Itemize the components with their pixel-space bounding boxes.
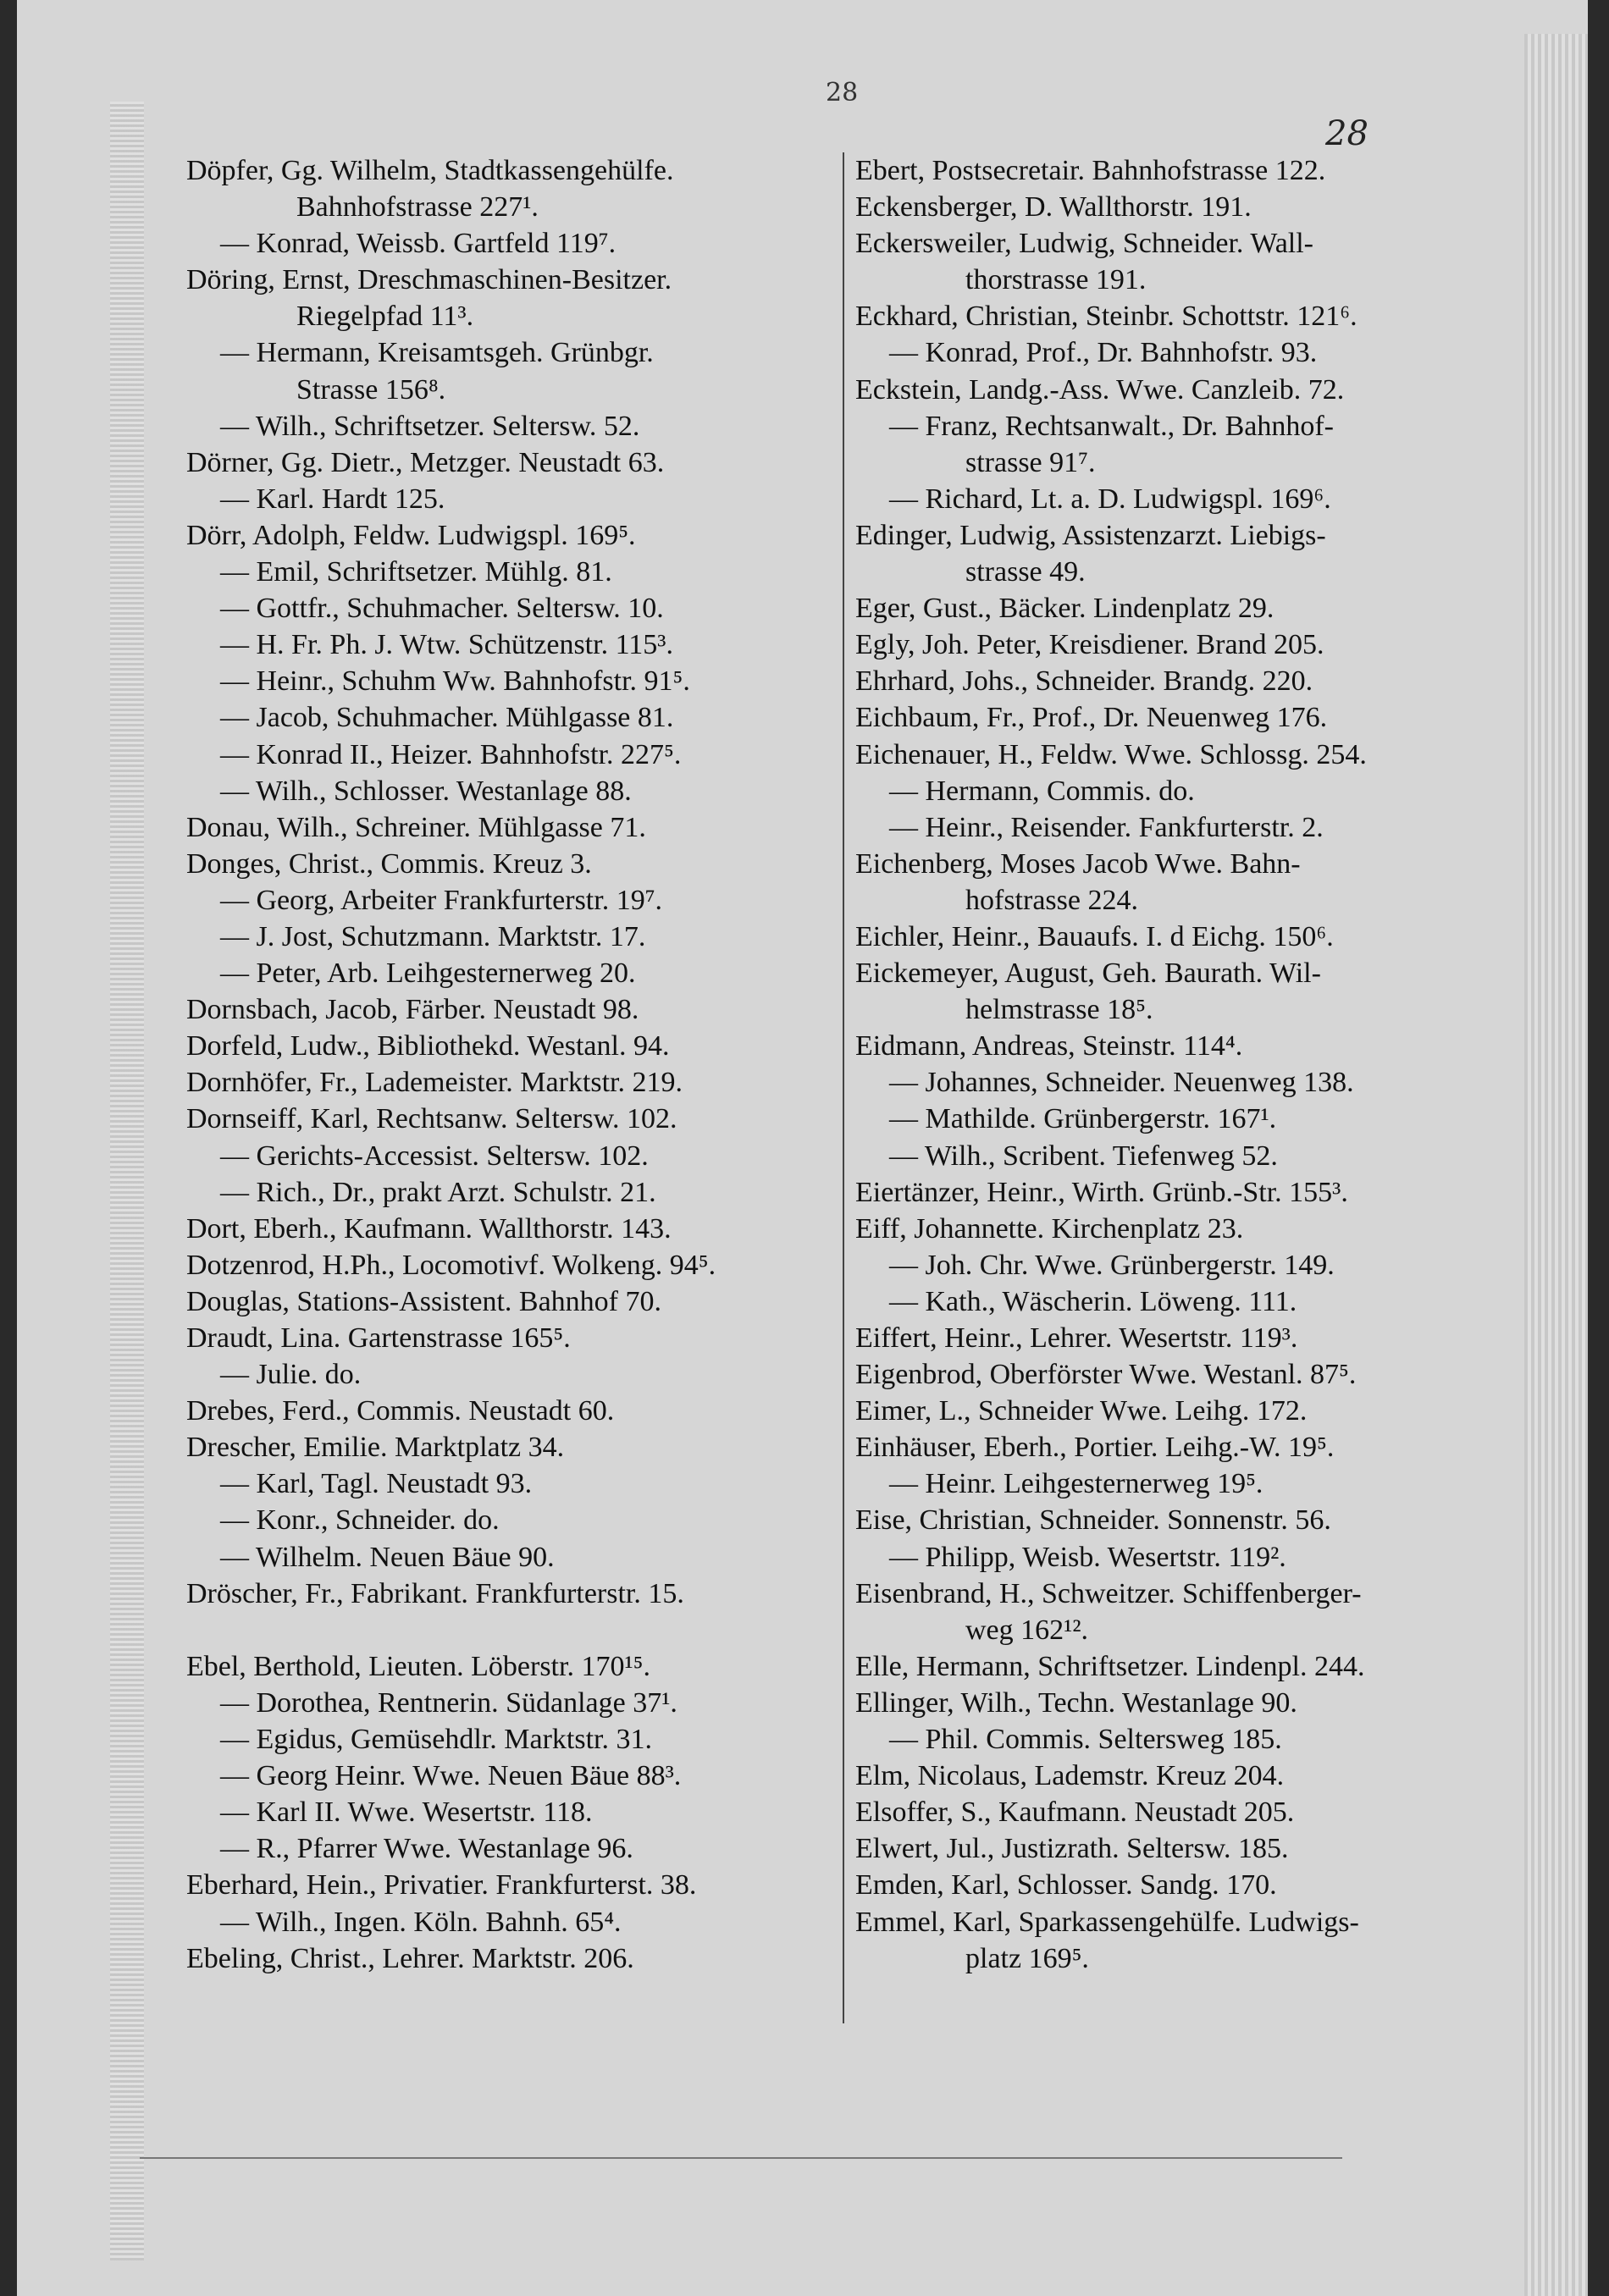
directory-entry: Dröscher, Fr., Fabrikant. Frankfurterstr. 15. xyxy=(186,1577,684,1609)
bottom-rule xyxy=(140,2157,1342,2159)
directory-entry: Elm, Nicolaus, Lademstr. Kreuz 204. xyxy=(855,1760,1285,1792)
directory-entry: Eckensberger, D. Wallthorstr. 191. xyxy=(855,191,1252,224)
directory-entry: — Wilh., Ingen. Köln. Bahnh. 65⁴. xyxy=(220,1906,622,1938)
directory-entry: — Heinr. Leihgesternerweg 19⁵. xyxy=(889,1468,1263,1500)
directory-entry: — Rich., Dr., prakt Arzt. Schulstr. 21. xyxy=(220,1176,656,1208)
directory-entry: Döpfer, Gg. Wilhelm, Stadtkassengehülfe. xyxy=(186,155,674,186)
directory-entry: Ebel, Berthold, Lieuten. Löberstr. 170¹⁵. xyxy=(186,1650,650,1682)
directory-entry: — Julie. do. xyxy=(220,1359,362,1391)
directory-entry: thorstrasse 191. xyxy=(965,264,1147,296)
directory-entry: — Johannes, Schneider. Neuenweg 138. xyxy=(889,1067,1354,1099)
directory-entry: Draudt, Lina. Gartenstrasse 165⁵. xyxy=(186,1322,571,1354)
directory-entry: — Georg, Arbeiter Frankfurterstr. 19⁷. xyxy=(220,884,663,916)
directory-entry: weg 162¹². xyxy=(965,1614,1089,1646)
directory-entry: — Mathilde. Grünbergerstr. 167¹. xyxy=(889,1103,1277,1135)
directory-entry: Eckstein, Landg.-Ass. Wwe. Canzleib. 72. xyxy=(855,373,1345,406)
directory-entry: Eberhard, Hein., Privatier. Frankfurterst. 38. xyxy=(186,1869,697,1901)
directory-entry: Eise, Christian, Schneider. Sonnenstr. 56. xyxy=(855,1504,1331,1537)
directory-entry: — H. Fr. Ph. J. Wtw. Schützenstr. 115³. xyxy=(220,629,674,661)
directory-entry: Eiffert, Heinr., Lehrer. Wesertstr. 119³. xyxy=(855,1322,1298,1354)
directory-entry: — Karl II. Wwe. Wesertstr. 118. xyxy=(220,1797,593,1829)
directory-entry: — Karl, Tagl. Neustadt 93. xyxy=(220,1468,533,1500)
directory-entry: — Konrad II., Heizer. Bahnhofstr. 227⁵. xyxy=(220,738,682,770)
directory-entry: — Peter, Arb. Leihgesternerweg 20. xyxy=(220,958,636,990)
directory-entry: Emden, Karl, Schlosser. Sandg. 170. xyxy=(855,1869,1277,1901)
directory-entry: — Georg Heinr. Wwe. Neuen Bäue 88³. xyxy=(220,1760,682,1792)
directory-entry: Dörner, Gg. Dietr., Metzger. Neustadt 63. xyxy=(186,446,665,478)
directory-entry: Eger, Gust., Bäcker. Lindenplatz 29. xyxy=(855,593,1274,625)
directory-entry: helmstrasse 18⁵. xyxy=(965,994,1153,1026)
directory-entry: Elsoffer, S., Kaufmann. Neustadt 205. xyxy=(855,1797,1295,1829)
directory-entry: — Wilh., Scribent. Tiefenweg 52. xyxy=(889,1140,1278,1172)
directory-entry: Eichenberg, Moses Jacob Wwe. Bahn- xyxy=(855,847,1301,880)
directory-entry: — Wilh., Schlosser. Westanlage 88. xyxy=(220,775,632,807)
directory-entry: Eckersweiler, Ludwig, Schneider. Wall- xyxy=(855,228,1313,260)
directory-entry: Dornsbach, Jacob, Färber. Neustadt 98. xyxy=(186,994,639,1026)
directory-entry: Drebes, Ferd., Commis. Neustadt 60. xyxy=(186,1395,615,1427)
directory-entry: strasse 49. xyxy=(965,556,1086,588)
directory-entry: — Heinr., Reisender. Fankfurterstr. 2. xyxy=(889,811,1324,843)
directory-entry: Donges, Christ., Commis. Kreuz 3. xyxy=(186,847,592,880)
directory-entry: — Karl. Hardt 125. xyxy=(220,483,445,515)
directory-entry: — Dorothea, Rentnerin. Südanlage 37¹. xyxy=(220,1686,677,1719)
directory-entry: Eichbaum, Fr., Prof., Dr. Neuenweg 176. xyxy=(855,702,1328,734)
directory-entry: — Egidus, Gemüsehdlr. Marktstr. 31. xyxy=(220,1724,652,1756)
directory-entry: — Gottfr., Schuhmacher. Seltersw. 10. xyxy=(220,593,664,625)
page-binding-edge xyxy=(110,102,144,2260)
right-column xyxy=(855,152,1499,1977)
directory-entry: — Joh. Chr. Wwe. Grünbergerstr. 149. xyxy=(889,1249,1335,1281)
directory-entry: — Hermann, Commis. do. xyxy=(889,775,1195,807)
directory-entry: — Jacob, Schuhmacher. Mühlgasse 81. xyxy=(220,702,674,734)
directory-entry: Dornhöfer, Fr., Lademeister. Marktstr. 219. xyxy=(186,1067,683,1099)
directory-entry: — Konrad, Weissb. Gartfeld 119⁷. xyxy=(220,228,617,260)
directory-entry: — Kath., Wäscherin. Löweng. 111. xyxy=(889,1285,1297,1317)
directory-entry: Douglas, Stations-Assistent. Bahnhof 70. xyxy=(186,1285,661,1317)
directory-entry: — Richard, Lt. a. D. Ludwigspl. 169⁶. xyxy=(889,483,1331,515)
directory-entry: Elwert, Jul., Justizrath. Seltersw. 185. xyxy=(855,1833,1289,1865)
directory-entry: Dort, Eberh., Kaufmann. Wallthorstr. 143. xyxy=(186,1212,672,1245)
directory-entry: — Wilh., Schriftsetzer. Seltersw. 52. xyxy=(220,410,640,442)
directory-entry: Dörr, Adolph, Feldw. Ludwigspl. 169⁵. xyxy=(186,519,636,551)
directory-entry: — Wilhelm. Neuen Bäue 90. xyxy=(220,1541,555,1573)
directory-entry: Riegelpfad 11³. xyxy=(296,301,474,333)
directory-entry: Ellinger, Wilh., Techn. Westanlage 90. xyxy=(855,1686,1297,1719)
directory-entry: — Gerichts-Accessist. Seltersw. 102. xyxy=(220,1140,649,1172)
directory-entry: Eickemeyer, August, Geh. Baurath. Wil- xyxy=(855,958,1321,990)
directory-entry: Eidmann, Andreas, Steinstr. 114⁴. xyxy=(855,1030,1243,1062)
directory-entry: Ehrhard, Johs., Schneider. Brandg. 220. xyxy=(855,665,1313,698)
handwritten-folio: 28 xyxy=(1325,114,1368,153)
directory-entry: — R., Pfarrer Wwe. Westanlage 96. xyxy=(220,1833,633,1865)
directory-entry: platz 169⁵. xyxy=(965,1942,1089,1974)
directory-entry: Dorfeld, Ludw., Bibliothekd. Westanl. 94. xyxy=(186,1030,670,1062)
directory-entry xyxy=(186,1612,830,1648)
column-divider xyxy=(843,152,844,2023)
directory-entry: — Konrad, Prof., Dr. Bahnhofstr. 93. xyxy=(889,337,1318,369)
directory-entry: Eichenauer, H., Feldw. Wwe. Schlossg. 254. xyxy=(855,738,1367,770)
left-column xyxy=(186,152,830,1977)
directory-entry: — Philipp, Weisb. Wesertstr. 119². xyxy=(889,1541,1286,1573)
directory-entry: strasse 91⁷. xyxy=(965,446,1096,478)
directory-entry: Dornseiff, Karl, Rechtsanw. Seltersw. 102. xyxy=(186,1103,677,1135)
directory-entry: — Hermann, Kreisamtsgeh. Grünbgr. xyxy=(220,337,654,369)
directory-entry: Dotzenrod, H.Ph., Locomotivf. Wolkeng. 94⁵. xyxy=(186,1249,716,1281)
directory-entry: — Konr., Schneider. do. xyxy=(220,1504,500,1537)
directory-entry: Bahnhofstrasse 227¹. xyxy=(296,191,539,224)
directory-entry: Edinger, Ludwig, Assistenzarzt. Liebigs- xyxy=(855,519,1326,551)
directory-entry: Eisenbrand, H., Schweitzer. Schiffenberger- xyxy=(855,1577,1362,1609)
directory-entry: — Heinr., Schuhm Ww. Bahnhofstr. 91⁵. xyxy=(220,665,690,698)
running-head: 28 xyxy=(826,78,859,108)
directory-entry: Strasse 156⁸. xyxy=(296,373,446,406)
directory-entry: Ebert, Postsecretair. Bahnhofstrasse 122. xyxy=(855,155,1326,186)
directory-entry: Eigenbrod, Oberförster Wwe. Westanl. 87⁵. xyxy=(855,1359,1357,1391)
directory-entry: — Emil, Schriftsetzer. Mühlg. 81. xyxy=(220,556,612,588)
directory-entry: Drescher, Emilie. Marktplatz 34. xyxy=(186,1432,565,1464)
directory-entry: Egly, Joh. Peter, Kreisdiener. Brand 205. xyxy=(855,629,1324,661)
directory-entry: Ebeling, Christ., Lehrer. Marktstr. 206. xyxy=(186,1942,634,1974)
directory-entry: — Franz, Rechtsanwalt., Dr. Bahnhof- xyxy=(889,410,1334,442)
directory-page xyxy=(17,0,1588,2296)
directory-entry: Eckhard, Christian, Steinbr. Schottstr. 121⁶. xyxy=(855,301,1357,333)
directory-entry: Donau, Wilh., Schreiner. Mühlgasse 71. xyxy=(186,811,646,843)
directory-entry: Eiff, Johannette. Kirchenplatz 23. xyxy=(855,1212,1244,1245)
directory-entry: Döring, Ernst, Dreschmaschinen-Besitzer. xyxy=(186,264,672,296)
directory-entry: Eichler, Heinr., Bauaufs. I. d Eichg. 150⁶. xyxy=(855,920,1334,952)
directory-entry: Einhäuser, Eberh., Portier. Leihg.-W. 19⁵. xyxy=(855,1432,1335,1464)
directory-entry: — Phil. Commis. Seltersweg 185. xyxy=(889,1724,1282,1756)
directory-entry: hofstrasse 224. xyxy=(965,884,1138,916)
directory-entry: Elle, Hermann, Schriftsetzer. Lindenpl. 244. xyxy=(855,1650,1365,1682)
page-stack-edge xyxy=(1524,34,1588,2296)
directory-entry: Emmel, Karl, Sparkassengehülfe. Ludwigs- xyxy=(855,1906,1359,1938)
directory-entry: — J. Jost, Schutzmann. Marktstr. 17. xyxy=(220,920,646,952)
directory-entry: Eimer, L., Schneider Wwe. Leihg. 172. xyxy=(855,1395,1308,1427)
directory-entry: Eiertänzer, Heinr., Wirth. Grünb.-Str. 155³. xyxy=(855,1176,1348,1208)
